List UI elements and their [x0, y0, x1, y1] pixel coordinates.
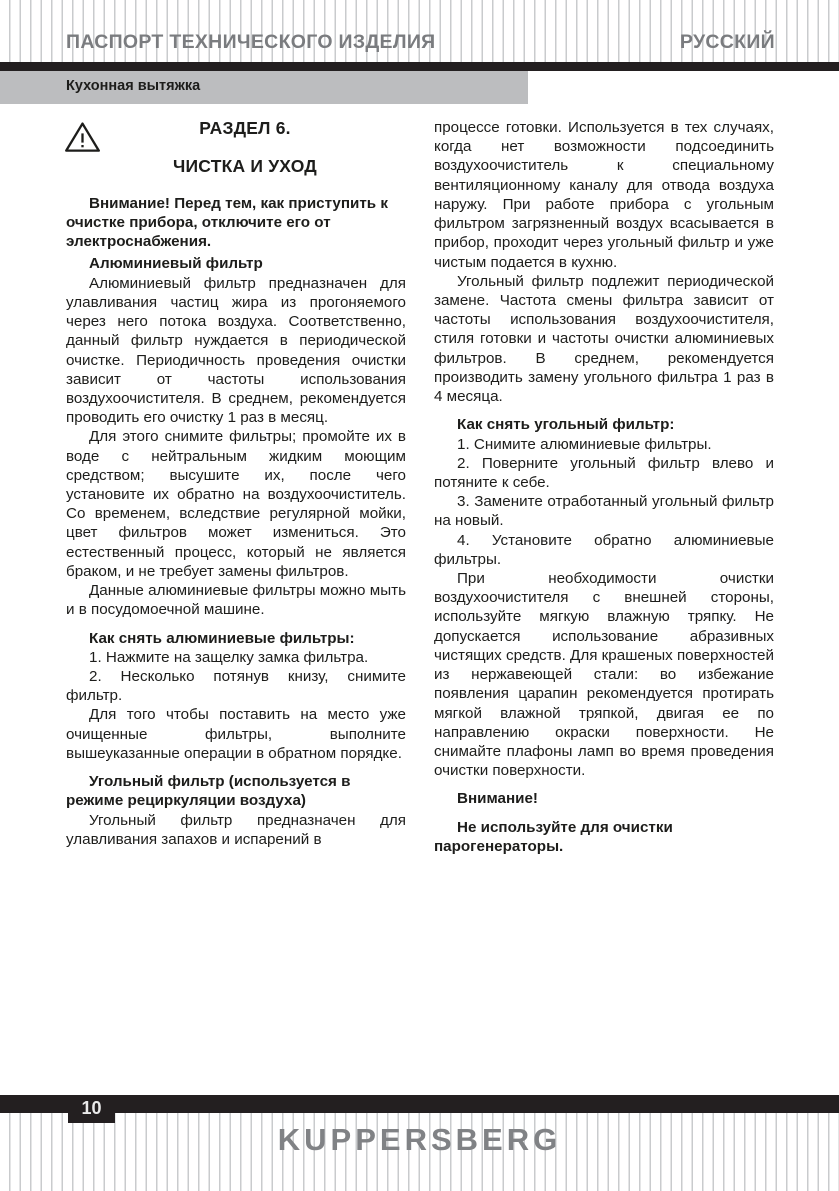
- paragraph-aluminium-1: Алюминиевый фильтр предназначен для улавливания частиц жира из прогоняемого через него потока воздуха. Соответственно, данный фильтр нуждается в периодической очистке. Периодичность проведения очистки зависит от частоты использования воздухоочистителя. В среднем, рекомендуется проводить его очистку 1 раз в месяц.: [66, 274, 406, 427]
- left-text-column: [66, 118, 406, 849]
- attention-note: Внимание! Перед тем, как приступить к очистке прибора, отключите его от электроснабжения.: [66, 194, 388, 251]
- paragraph-carbon-continued: процессе готовки. Используется в тех случаях, когда нет возможности подсоединить воздухоочиститель к специальному вентиляционному каналу для отвода воздуха наружу. При работе прибора с угольным фильтром загрязненный воздух всасывается в прибор, проходит через угольный фильтр и уже чистым подается в кухню.: [434, 119, 774, 271]
- list-item-step-3: 3. Замените отработанный угольный фильтр на новый.: [434, 493, 774, 530]
- heading-carbon-filter: Угольный фильтр (используется в режиме рециркуляции воздуха): [66, 773, 351, 810]
- header-divider-rule: [0, 62, 839, 71]
- document-type-title: ПАСПОРТ ТЕХНИЧЕСКОГО ИЗДЕЛИЯ: [66, 31, 436, 53]
- paragraph-carbon-start: Угольный фильтр предназначен для улавливания запахов и испарений в: [66, 811, 406, 848]
- paragraph-aluminium-3: Данные алюминиевые фильтры можно мыть и в посудомоечной машине.: [66, 582, 406, 619]
- right-text-column: [434, 118, 774, 856]
- paragraph-reinstall-filters: Для того чтобы поставить на место уже очищенные фильтры, выполните вышеуказанные операции в обратном порядке.: [66, 706, 406, 762]
- heading-remove-aluminium-filters: Как снять алюминиевые фильтры:: [89, 629, 355, 647]
- paragraph-carbon-replacement: Угольный фильтр подлежит периодической замене. Частота смены фильтра зависит от частоты использования воздухоочистителя, стиля готовки и частоты очистки алюминиевых фильтров. В среднем, рекомендуется производить замену угольного фильтра 1 раз в 4 месяца.: [434, 272, 774, 406]
- brand-wordmark: KUPPERSBERG: [277, 1122, 562, 1157]
- warning-triangle-icon: [64, 121, 101, 153]
- list-item-step-1: 1. Нажмите на защелку замка фильтра.: [89, 648, 369, 666]
- product-subtitle: Кухонная вытяжка: [66, 78, 201, 94]
- list-item-step-2: 2. Несколько потянув книзу, снимите фильтр.: [66, 668, 406, 705]
- page-content: [66, 118, 774, 1078]
- list-item-step-4: 4. Установите обратно алюминиевые фильтры.: [434, 531, 774, 568]
- paragraph-exterior-cleaning: При необходимости очистки воздухоочистителя с внешней стороны, используйте мягкую влажную тряпку. Не допускается использование абразивных чистящих средств. Для крашеных поверхностей из нержавеющей стали: во избежание появления царапин рекомендуется протирать мягкой влажной тряпкой, двигая ее по направлению окраски поверхности. Не снимайте плафоны ламп во время проведения очистки поверхности.: [434, 570, 774, 780]
- section-number: РАЗДЕЛ 6.: [199, 118, 291, 138]
- list-item-step-2: 2. Поверните угольный фильтр влево и потяните к себе.: [434, 454, 774, 491]
- attention-label: Внимание!: [457, 790, 538, 808]
- heading-aluminium-filter: Алюминиевый фильтр: [89, 255, 263, 273]
- footer-divider-rule: [0, 1095, 839, 1113]
- section-title: ЧИСТКА И УХОД: [173, 155, 317, 176]
- heading-remove-carbon-filter: Как снять угольный фильтр:: [457, 416, 675, 434]
- attention-steam-generator-warning: Не используйте для очистки парогенераторы.: [434, 818, 673, 855]
- page-number: 10: [81, 1098, 102, 1118]
- paragraph-aluminium-2: Для этого снимите фильтры; промойте их в воде с нейтральным жидким моющим средством; высушите их, после чего установите их обратно на воздухоочиститель. Со временем, вследствие регулярной мойки, цвет фильтров может измениться. Это естественный процесс, который не является браком, и не требует замены фильтров.: [66, 428, 406, 580]
- document-language-label: РУССКИЙ: [679, 31, 775, 53]
- list-item-step-1: 1. Снимите алюминиевые фильтры.: [457, 435, 712, 453]
